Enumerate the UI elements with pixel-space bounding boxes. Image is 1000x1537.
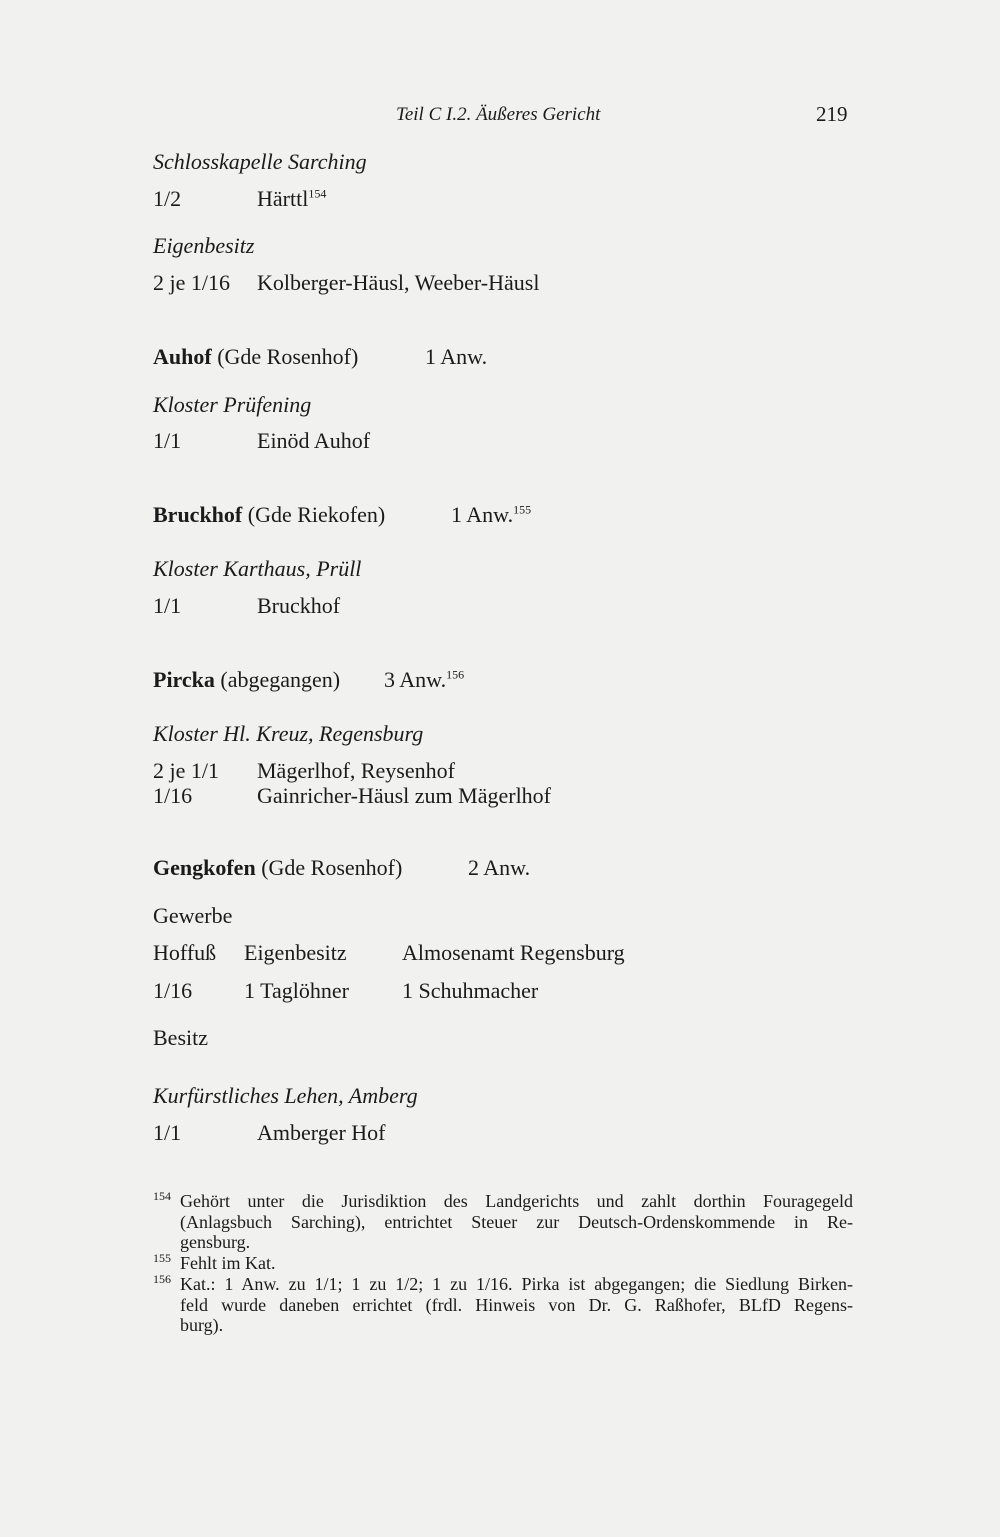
- household-count: 1 Anw.$^{155}$: [451, 502, 532, 527]
- footnote-line: gensburg.: [180, 1232, 251, 1252]
- place-name: Pircka: [153, 667, 215, 692]
- page-number: 219: [816, 102, 848, 126]
- owner-heading: Kloster Prüfening: [153, 392, 312, 417]
- household-count: 2 Anw.: [468, 855, 531, 880]
- table-cell: 1/16: [153, 978, 193, 1003]
- footnote-line: Gehört unter die Jurisdiktion des Landgerichts und zahlt dorthin Fouragegeld: [180, 1191, 853, 1211]
- share: 1/1: [153, 593, 182, 618]
- household-count: 1 Anw.: [425, 344, 488, 369]
- category-heading: Besitz: [153, 1025, 208, 1050]
- category-heading: Gewerbe: [153, 903, 233, 928]
- owner-heading: Kloster Hl. Kreuz, Regensburg: [153, 721, 424, 746]
- place-name: Auhof: [153, 344, 212, 369]
- place-entry: Auhof (Gde Rosenhof): [153, 344, 359, 369]
- place-entry: Bruckhof (Gde Riekofen): [153, 502, 386, 527]
- footnote-ref: 154: [308, 186, 327, 201]
- place-entry: Gengkofen (Gde Rosenhof): [153, 855, 403, 880]
- table-header-cell: Hoffuß: [153, 940, 217, 965]
- footnote-line: Kat.: 1 Anw. zu 1/1; 1 zu 1/2; 1 zu 1/16. Pirka ist abgegangen; die Siedlung Birken-: [180, 1274, 853, 1294]
- footnote-number: 155: [153, 1251, 171, 1265]
- holding-name: Amberger Hof: [257, 1120, 386, 1145]
- holding-name: Einöd Auhof: [257, 428, 371, 453]
- owner-heading: Kloster Karthaus, Prüll: [153, 556, 362, 581]
- share: 1/1: [153, 1120, 182, 1145]
- table-cell: 1 Schuhmacher: [402, 978, 539, 1003]
- owner-heading: Schlosskapelle Sarching: [153, 149, 367, 174]
- footnote-line: burg).: [180, 1315, 224, 1335]
- footnote-ref: 155: [513, 502, 532, 517]
- running-title: Teil C I.2. Äußeres Gericht: [396, 104, 601, 125]
- share: 1/2: [153, 186, 182, 211]
- owner-heading: Kurfürstliches Lehen, Amberg: [153, 1083, 418, 1108]
- footnote-ref: 156: [446, 667, 465, 682]
- holding-name: Kolberger-Häusl, Weeber-Häusl: [257, 270, 540, 295]
- share: 2 je 1/16: [153, 270, 230, 295]
- footnote-number: 156: [153, 1272, 171, 1286]
- place-entry: Pircka (abgegangen): [153, 667, 341, 692]
- owner-heading: Eigenbesitz: [153, 233, 255, 258]
- place-name: Gengkofen: [153, 855, 256, 880]
- holding-name: Mägerlhof, Reysenhof: [257, 758, 455, 783]
- holding-name: Bruckhof: [257, 593, 341, 618]
- share: 1/1: [153, 428, 182, 453]
- share: 1/16: [153, 783, 193, 808]
- table-header-cell: Almosenamt Regensburg: [402, 940, 625, 965]
- footnote-line: (Anlagsbuch Sarching), entrichtet Steuer zur Deutsch-Ordenskommende in Re-: [180, 1211, 853, 1232]
- household-count: 3 Anw.$^{156}$: [384, 667, 465, 692]
- place-name: Bruckhof: [153, 502, 243, 527]
- table-cell: 1 Taglöhner: [244, 978, 349, 1003]
- footnote-line: feld wurde daneben errichtet (frdl. Hinweis von Dr. G. Raßhofer, BLfD Regens-: [180, 1294, 853, 1315]
- holding-name: Härttl$^{154}$: [257, 186, 327, 211]
- table-header-cell: Eigenbesitz: [244, 940, 347, 965]
- footnote-line: Fehlt im Kat.: [180, 1253, 276, 1273]
- holding-name: Gainricher-Häusl zum Mägerlhof: [257, 783, 552, 808]
- footnote-number: 154: [153, 1189, 171, 1203]
- share: 2 je 1/1: [153, 758, 219, 783]
